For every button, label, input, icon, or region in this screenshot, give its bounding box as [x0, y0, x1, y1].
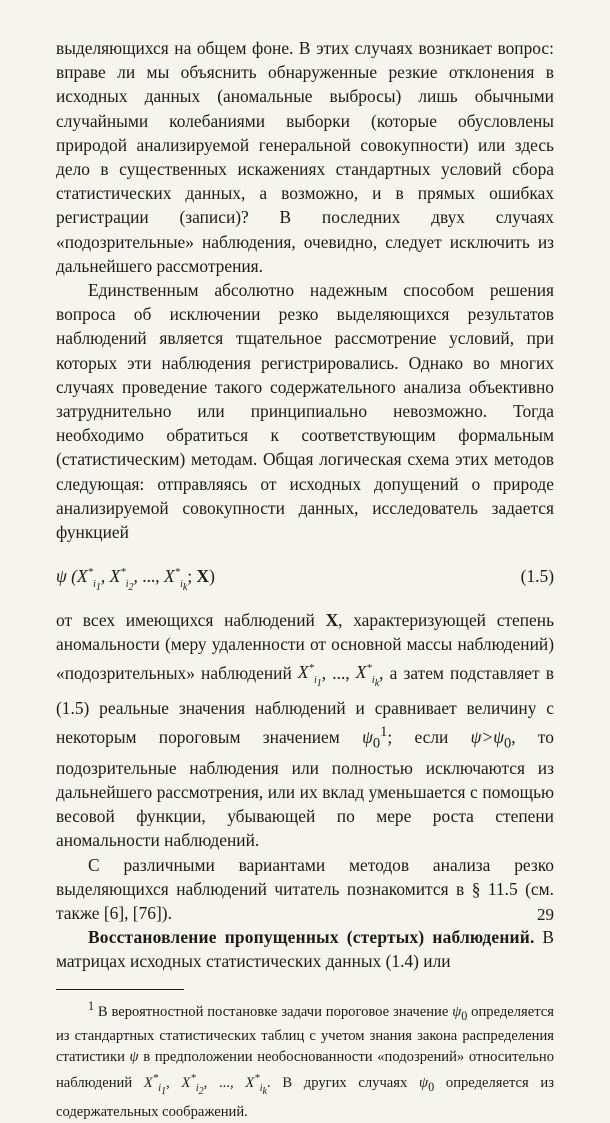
paragraph-5: Восстановление пропущенных (стертых) наблюдений. В матрицах исходных статистических данных (1.4) или: [56, 927, 554, 972]
footnote-divider: [56, 989, 184, 990]
paragraph-4: С различными вариантами методов анализа резко выделяющихся наблюдений читатель познакомится в § 11.5 (см. также [6], [76]).: [56, 854, 554, 924]
equation-body: ψ ($X^*_{i_1}$, $X^*_{i_2}$, ..., $X^*_{i_k}$; X): [56, 566, 215, 593]
section-heading: Восстановление пропущенных (стертых) наблюдений.: [88, 927, 535, 948]
footnote-ref: 1: [380, 724, 388, 741]
page-number: 29: [537, 905, 554, 924]
footnote-1: $^1$ В вероятностной постановке задачи пороговое значение $\psi_0$ определяется из стандартных статистических таблиц с учетом знания закона распределения статистики ψ в предположении необоснованности «подозрений» относительно наблюдений $X^*_{i_1}$, $X^*_{i_2}$, ..., $X^*_{i_k}$. В других случаях $\psi_0$ определяется из содержательных соображений.: [56, 998, 555, 1121]
equation-1-5: [56, 566, 554, 593]
paragraph-2: Единственным абсолютно надежным способом решения вопроса об исключении резко выделяющихся результатов наблюдений является тщательное рассмотрение условий, при которых эти наблюдения регистрировались. Однако во многих случаях проведение такого содержательного анализа объективно затруднительно или принципиально невозможно. Тогда необходимо обратиться к соответствующим формальным (статистическим) методам. Общая логическая схема этих методов следующая: отправляясь от исходных допущений о природе анализируемой совокупности данных, исследователь задается функцией: [56, 280, 554, 543]
equation-number: (1.5): [520, 566, 554, 587]
paragraph-1: выделяющихся на общем фоне. В этих случаях возникает вопрос: вправе ли мы объяснить обнаруженные резкие отклонения в исходных данных (аномальные выбросы) лишь обычными случайными колебаниями выборки (которые обусловлены природой анализируемой генеральной совокупности) или здесь дело в существенных искажениях стандартных условий сбора статистических данных, а возможно, и в прямых ошибках регистрации (записи)? В последних двух случаях «подозрительные» наблюдения, очевидно, следует исключить из дальнейшего рассмотрения.: [56, 38, 554, 276]
paragraph-3: от всех имеющихся наблюдений X, характеризующей степень аномальности (меру удаленности от основной массы наблюдений) «подозрительных» наблюдений $X^*_{i_1}$, ..., $X^*_{i_k}$, а затем подставляет в (1.5) реальные значения наблюдений и сравнивает величину с некоторым пороговым значением $\psi_0^1$; если $\psi>\psi_0$, то подозрительные наблюдения или полностью исключаются из дальнейшего рассмотрения, или их вклад уменьшается с помощью весовой функции, убывающей по мере роста степени аномальности наблюдений.: [56, 610, 554, 851]
page-body: [56, 36, 554, 1123]
